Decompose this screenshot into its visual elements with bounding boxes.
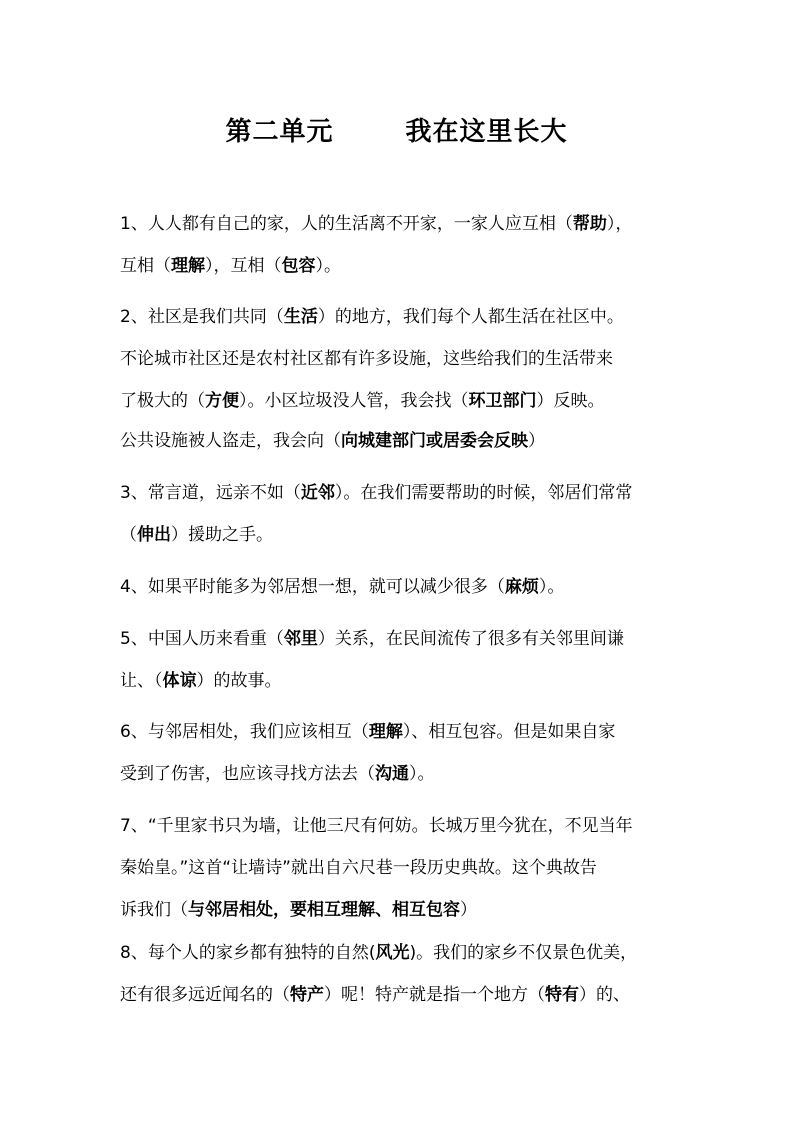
text-line	[120, 669, 710, 693]
question-text: 4、如果平时能多为邻居想一想，就可以减少很多（	[120, 577, 505, 597]
unit-label: 第二单元	[225, 117, 334, 147]
answer-text: 理解	[171, 256, 205, 276]
question-text: ）的地方，我们每个人都生活在社区中。	[317, 307, 624, 327]
answer-text: 邻里	[283, 629, 318, 649]
text-line	[120, 575, 710, 599]
answer-text: 特产	[290, 985, 324, 1005]
answer-text: 环卫部门	[468, 391, 537, 411]
text-line	[120, 941, 710, 965]
question-text: ）。	[409, 764, 435, 784]
question-text: 3、常言道，远亲不如（	[120, 483, 301, 503]
question-text: 诉我们（	[120, 900, 188, 920]
question-text: 不论城市社区还是农村社区都有许多设施，这些给我们的生活带来	[120, 349, 613, 369]
page-title	[0, 112, 793, 152]
question-text: ），互相（	[205, 256, 282, 276]
text-line	[120, 762, 710, 786]
text-line	[120, 389, 710, 413]
answer-text: 理解	[368, 722, 403, 742]
answer-text: 包容	[281, 256, 316, 276]
text-line	[120, 429, 710, 453]
question-text: ）	[460, 900, 477, 920]
answer-text: 生活	[283, 307, 318, 327]
answer-text: 沟通	[375, 764, 409, 784]
answer-text: 向城建部门或居委会反映	[341, 431, 528, 451]
answer-text: 麻烦	[504, 577, 539, 597]
question-text: 秦始皇。”这首“让墙诗”就出自六尺巷一段历史典故。这个典故告	[120, 858, 597, 878]
question-text: 让、（	[120, 671, 163, 691]
question-text: 1、人人都有自己的家，人的生活离不开家，一家人应互相（	[120, 214, 573, 234]
answer-text: 特有	[545, 985, 579, 1005]
answer-text: 近邻	[300, 483, 335, 503]
text-line	[120, 983, 710, 1007]
answer-text: 方便	[205, 391, 239, 411]
question-text: ），	[606, 214, 633, 234]
text-line	[120, 523, 710, 547]
question-text: ）。小区垃圾没人管，我会找（	[239, 391, 469, 411]
text-line	[120, 814, 710, 838]
text-line	[120, 305, 710, 329]
question-text: ）的故事。	[196, 671, 282, 691]
question-text: ）关系，在民间流传了很多有关邻里间谦	[317, 629, 624, 649]
unit-name: 我在这里长大	[405, 117, 568, 147]
question-text: ）反映。	[536, 391, 605, 411]
question-text: 2、社区是我们共同（	[120, 307, 284, 327]
text-line	[120, 627, 710, 651]
question-text: ）。	[315, 256, 341, 276]
answer-text: 风光	[375, 943, 410, 963]
question-text: 了极大的（	[120, 391, 205, 411]
text-line	[120, 347, 710, 371]
question-text: 8、每个人的家乡都有独特的自然(	[120, 943, 376, 963]
question-text: ）的、	[579, 985, 630, 1005]
answer-text: 帮助	[572, 214, 607, 234]
question-text: )。我们的家乡不仅景色优美，	[409, 943, 638, 963]
question-text: 6、与邻居相处，我们应该相互（	[120, 722, 369, 742]
question-text: 互相（	[120, 256, 171, 276]
text-line	[120, 481, 710, 505]
question-text: 还有很多远近闻名的（	[120, 985, 290, 1005]
question-text: ）。	[538, 577, 565, 597]
text-line	[120, 856, 710, 880]
text-line	[120, 898, 710, 922]
question-text: ）呢！特产就是指一个地方（	[324, 985, 545, 1005]
text-line	[120, 254, 710, 278]
answer-text: 伸出	[137, 525, 171, 545]
question-text: （	[120, 525, 137, 545]
question-text: 受到了伤害，也应该寻找方法去（	[120, 764, 375, 784]
text-line	[120, 212, 710, 236]
question-text: ）	[528, 431, 545, 451]
question-text: ）援助之手。	[171, 525, 273, 545]
question-text: ）、相互包容。但是如果自家	[402, 722, 616, 742]
text-line	[120, 720, 710, 744]
answer-text: 体谅	[162, 671, 197, 691]
question-text: 5、中国人历来看重（	[120, 629, 284, 649]
answer-text: 与邻居相处，要相互理解、相互包容	[188, 900, 460, 920]
question-text: 公共设施被人盗走，我会向（	[120, 431, 341, 451]
question-text: ）。在我们需要帮助的时候，邻居们常常	[334, 483, 633, 503]
question-text: 7、“千里家书只为墙，让他三尺有何妨。长城万里今犹在，不见当年	[120, 816, 633, 836]
